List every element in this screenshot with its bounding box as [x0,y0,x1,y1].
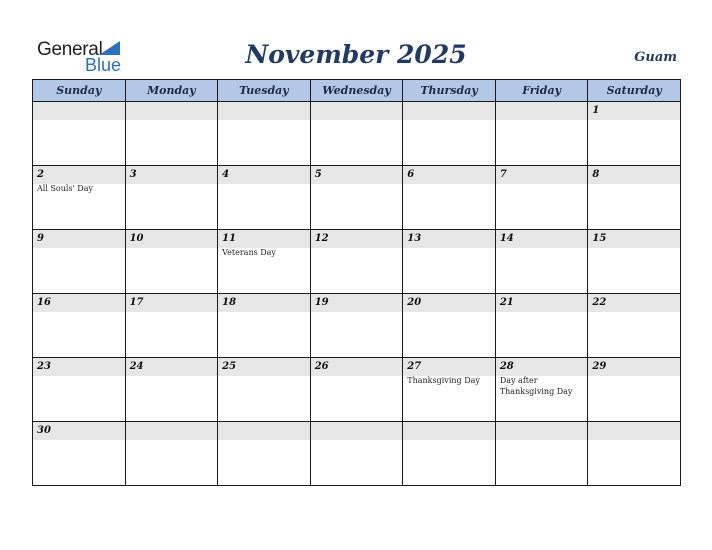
day-cell [588,230,681,294]
day-cell [218,230,311,294]
day-cell [403,358,496,422]
day-number-bar [496,358,588,376]
day-cell [125,422,218,486]
day-number-bar [33,166,125,184]
weekday-header: Friday [495,80,588,102]
day-number-bar [588,230,680,248]
day-number-bar [588,102,680,120]
day-number: 16 [37,297,51,308]
day-number-bar [33,102,125,120]
calendar-week-row [33,358,681,422]
day-cell [495,230,588,294]
calendar-week-row [33,166,681,230]
day-cell [33,230,126,294]
day-number-bar [311,358,403,376]
day-number-bar [33,358,125,376]
day-number: 3 [129,169,137,180]
day-number: 10 [129,233,144,244]
day-number: 8 [592,169,600,180]
day-cell [33,422,126,486]
day-cell [310,358,403,422]
day-number: 22 [592,297,607,308]
day-number: 2 [37,169,44,180]
day-cell [310,422,403,486]
day-cell [218,358,311,422]
day-number-bar [218,294,310,312]
day-cell [403,102,496,166]
day-number: 26 [314,361,329,372]
day-number-bar [311,294,403,312]
day-number: 30 [37,425,51,436]
day-cell [218,102,311,166]
day-number: 27 [407,361,422,372]
day-number: 14 [499,233,514,244]
day-cell [495,358,588,422]
day-number-bar [403,230,495,248]
day-number-bar [496,422,588,440]
day-number-bar [218,102,310,120]
day-number-bar [218,422,310,440]
day-number-bar [496,166,588,184]
day-cell [125,230,218,294]
day-cell [310,166,403,230]
day-number: 19 [314,297,329,308]
day-number: 7 [499,169,507,180]
day-number-bar [33,294,125,312]
day-number: 5 [314,169,322,180]
day-number-bar [126,166,218,184]
day-number-bar [311,230,403,248]
day-number-bar [588,166,680,184]
day-cell [310,230,403,294]
day-number-bar [588,294,680,312]
weekday-header: Tuesday [218,80,311,102]
day-number-bar [33,230,125,248]
day-number-bar [126,422,218,440]
day-number: 11 [222,233,237,244]
day-number-bar [403,422,495,440]
calendar-body [33,102,681,486]
day-cell [33,102,126,166]
day-cell [588,166,681,230]
day-number: 18 [222,297,237,308]
day-cell [588,422,681,486]
day-cell [588,102,681,166]
page-title: November 2025 [245,40,467,69]
day-cell [218,294,311,358]
day-number-bar [496,102,588,120]
day-number: 9 [37,233,44,244]
logo-triangle-icon [99,41,120,55]
weekday-header-row [33,80,681,102]
holiday-label: Veterans Day [222,248,276,257]
holiday-label: Thanksgiving Day [407,376,480,385]
day-number: 6 [407,169,415,180]
day-number: 15 [592,233,607,244]
day-number-bar [218,166,310,184]
weekday-header: Wednesday [310,80,403,102]
day-number-bar [496,294,588,312]
day-cell [33,358,126,422]
day-number-bar [496,230,588,248]
day-number: 28 [499,361,514,372]
day-number: 24 [129,361,144,372]
weekday-header: Sunday [33,80,126,102]
day-number-bar [33,422,125,440]
brand-logo [37,38,127,74]
day-number-bar [218,358,310,376]
day-cell [310,102,403,166]
day-number: 20 [407,297,422,308]
day-number-bar [588,422,680,440]
day-cell [403,422,496,486]
day-cell [33,166,126,230]
day-number: 13 [407,233,422,244]
day-cell [495,102,588,166]
day-number: 29 [592,361,607,372]
holiday-label: All Souls' Day [37,184,93,193]
day-cell [218,422,311,486]
day-number-bar [126,102,218,120]
logo-general-text: General [37,39,103,60]
day-number: 23 [37,361,51,372]
day-cell [218,166,311,230]
weekday-header: Saturday [588,80,681,102]
day-number-bar [403,102,495,120]
calendar-week-row [33,294,681,358]
day-number: 4 [222,169,230,180]
day-number-bar [311,102,403,120]
day-number: 25 [222,361,237,372]
day-cell [588,294,681,358]
day-cell [33,294,126,358]
day-number-bar [403,166,495,184]
day-number-bar [126,294,218,312]
day-cell [310,294,403,358]
day-number-bar [588,358,680,376]
day-number: 21 [499,297,514,308]
day-number-bar [311,166,403,184]
day-cell [125,102,218,166]
calendar-week-row [33,422,681,486]
day-cell [403,230,496,294]
calendar-week-row [33,230,681,294]
logo-blue-text: Blue [85,55,122,75]
day-cell [125,166,218,230]
day-cell [125,294,218,358]
day-number-bar [403,358,495,376]
day-cell [495,166,588,230]
day-cell [495,294,588,358]
day-cell [403,294,496,358]
day-number: 1 [592,105,600,116]
day-number-bar [218,230,310,248]
weekday-header: Thursday [403,80,496,102]
weekday-header: Monday [125,80,218,102]
day-number: 17 [129,297,144,308]
day-cell [495,422,588,486]
day-cell [588,358,681,422]
day-cell [125,358,218,422]
day-number: 12 [314,233,329,244]
day-number-bar [403,294,495,312]
calendar-week-row [33,102,681,166]
region-label: Guam [634,50,677,65]
day-number-bar [311,422,403,440]
day-number-bar [126,230,218,248]
calendar-grid [32,79,681,486]
holiday-label: Day after Thanksgiving Day [499,376,573,396]
day-cell [403,166,496,230]
day-number-bar [126,358,218,376]
